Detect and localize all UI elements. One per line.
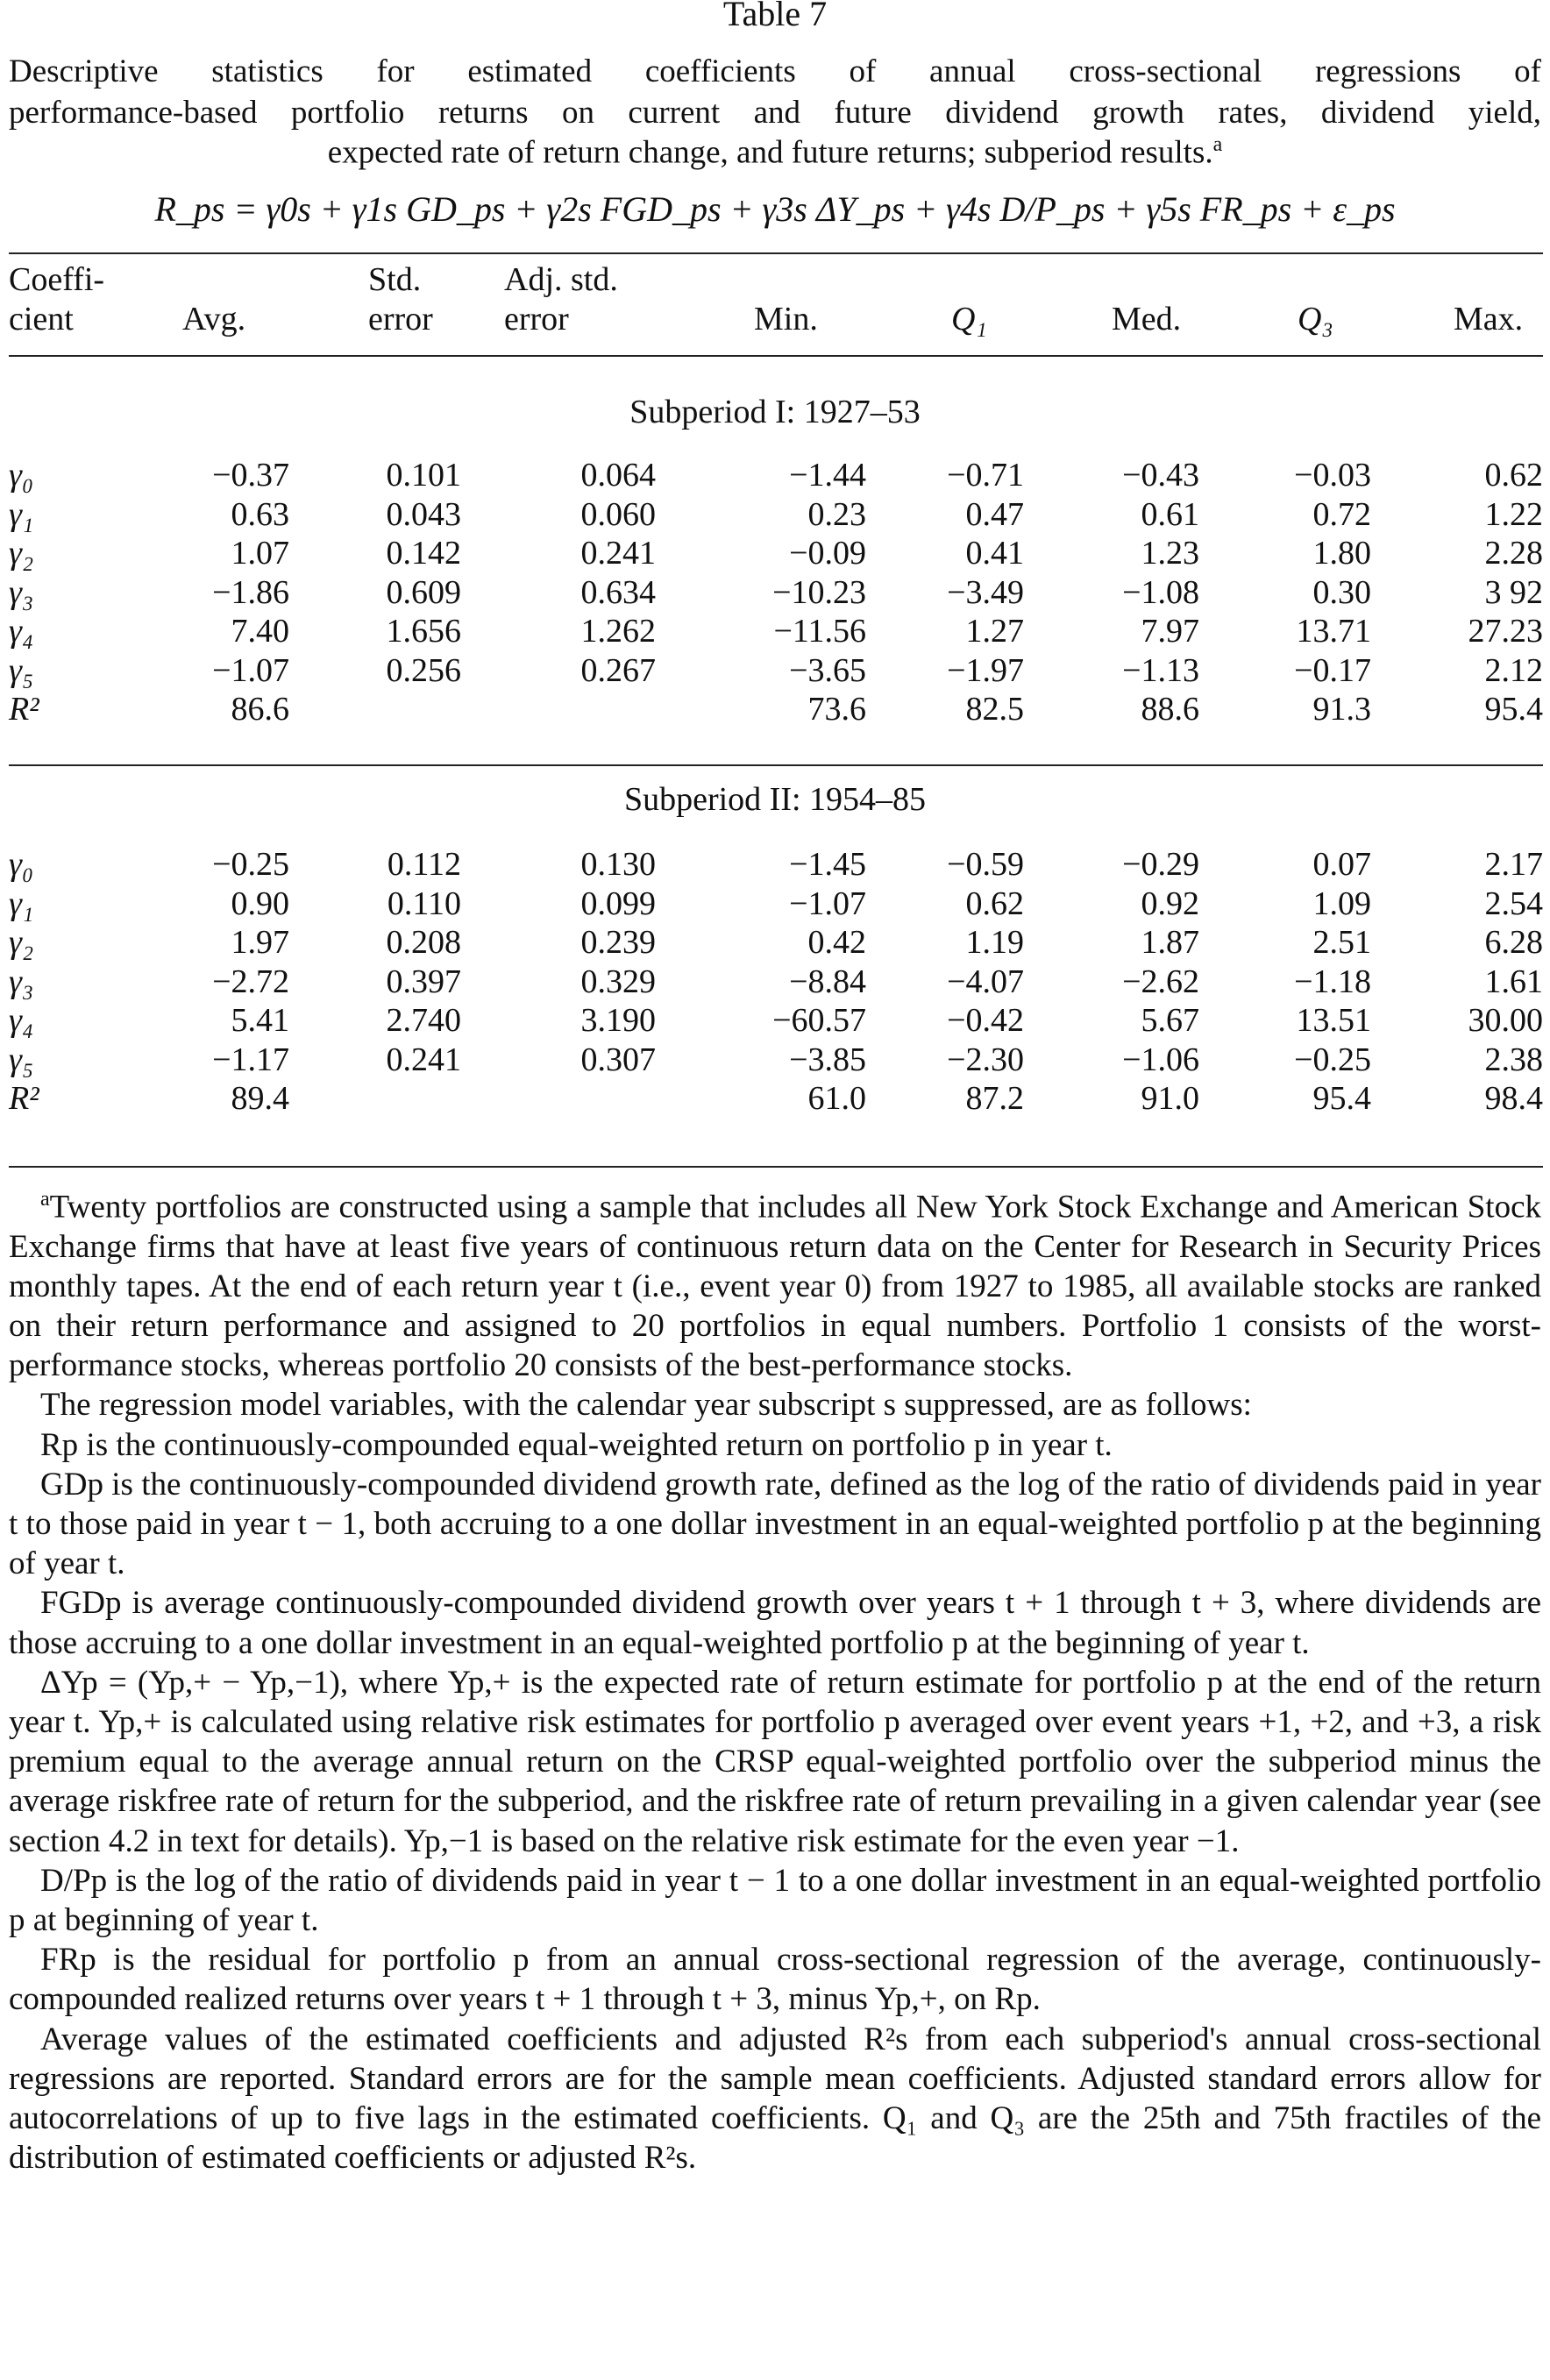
table-cell: 86.6 — [231, 691, 289, 728]
table-row — [9, 651, 1543, 691]
caption-text: expected rate of return change, and future returns; subperiod results. — [327, 134, 1213, 171]
table-caption-line-1: Descriptive statistics for estimated coefficients of annual cross-sectional regressions of — [9, 53, 1541, 89]
table-cell: 0.63 — [231, 495, 289, 533]
table-cell: 0.41 — [965, 535, 1024, 572]
coefficient-name: R² — [9, 691, 39, 728]
regression-equation: R_ps = γ0s + γ1s GD_ps + γ2s FGD_ps + γ3s ΔY_ps + γ4s D/P_ps + γ5s FR_ps + ε_ps — [154, 189, 1396, 229]
table-cell: 5.67 — [1141, 1002, 1199, 1040]
table-cell: 2.51 — [1312, 924, 1371, 962]
table-row — [9, 923, 1543, 963]
table-cell: 1.19 — [965, 924, 1024, 962]
subperiod-1-label: Subperiod I: 1927–53 — [629, 394, 921, 430]
header-coefficient-1: Coeffi- — [9, 261, 105, 298]
table-cell: 0.329 — [580, 963, 656, 1000]
table-cell: −0.71 — [947, 457, 1024, 494]
coefficient-name: γ₅ — [9, 651, 34, 689]
table-cell: −1.07 — [212, 651, 289, 689]
header-std-1: Std. — [368, 261, 422, 298]
table-cell: 1.22 — [1484, 495, 1543, 533]
note-gdp: GDp is the continuously-compounded dividend growth rate, defined as the log of the ratio of dividends paid in year t to those paid in year t − 1, both accruing to a one dollar investment in an equal-weighted portfolio p at the beginning of year t. — [9, 1466, 1541, 1582]
table-cell: 98.4 — [1484, 1080, 1543, 1118]
table-cell: 1.23 — [1141, 535, 1199, 572]
caption-footnote-mark: a — [1212, 133, 1223, 156]
table-caption-line-3 — [0, 133, 1550, 171]
table-cell: −0.25 — [1294, 1041, 1371, 1078]
table-caption-line-2: performance-based portfolio returns on current and future dividend growth rates, dividend yield, — [9, 95, 1541, 131]
table-cell: 27.23 — [1468, 613, 1543, 650]
table-cell: 0.609 — [386, 573, 461, 611]
coefficient-name: γ₀ — [9, 457, 34, 494]
subperiod-divider-rule — [9, 764, 1543, 766]
table-cell: 0.397 — [386, 963, 461, 1000]
table-cell: 0.90 — [231, 885, 289, 922]
table-cell: 2.740 — [386, 1002, 461, 1040]
table-row — [9, 1001, 1543, 1041]
bottom-rule — [9, 1166, 1543, 1168]
footnote-mark: a — [40, 1188, 50, 1211]
table-cell: 0.256 — [386, 651, 461, 689]
table-cell: 1.07 — [231, 535, 289, 572]
table-cell — [461, 1079, 656, 1119]
table-cell: 2.17 — [1484, 846, 1543, 884]
table-cell: 0.239 — [580, 924, 656, 962]
note-rp: Rp is the continuously-compounded equal-weighted return on portfolio p in year t. — [40, 1426, 1113, 1463]
table-cell: −3.49 — [947, 573, 1024, 611]
coefficient-name: γ₀ — [9, 846, 34, 884]
table-cell: −10.23 — [772, 573, 866, 611]
table-cell: −1.97 — [947, 651, 1024, 689]
table-cell: 95.4 — [1312, 1080, 1371, 1118]
table-cell: 1.262 — [580, 613, 656, 650]
note-dp: D/Pp is the log of the ratio of dividends paid in year t − 1 to a one dollar investment in an equal-weighted portfolio p at beginning of year t. — [9, 1862, 1541, 1938]
table-cell: 0.130 — [580, 846, 656, 884]
header-q3: Q₃ — [1298, 301, 1333, 337]
table-cell: 0.23 — [807, 495, 866, 533]
table-cell: 13.71 — [1296, 613, 1371, 650]
table-cell: 2.38 — [1484, 1041, 1543, 1078]
table-cell: −0.03 — [1294, 457, 1371, 494]
table-cell: 95.4 — [1484, 691, 1543, 728]
header-med: Med. — [1112, 301, 1182, 337]
header-rule — [9, 355, 1543, 357]
table-cell: 5.41 — [231, 1002, 289, 1040]
table-cell: −1.06 — [1122, 1041, 1199, 1078]
model-intro: The regression model variables, with the calendar year subscript s suppressed, are as follows: — [40, 1387, 1252, 1424]
table-cell: −2.72 — [212, 963, 289, 1000]
table-cell: −3.65 — [789, 651, 866, 689]
table-cell: −0.43 — [1122, 457, 1199, 494]
header-adj-2: error — [504, 301, 569, 337]
table-cell: −1.86 — [212, 573, 289, 611]
table-cell: −0.37 — [212, 457, 289, 494]
table-cell: 1.27 — [965, 613, 1024, 650]
table-cell: −1.18 — [1294, 963, 1371, 1000]
table-cell: 73.6 — [807, 691, 866, 728]
table-cell: 1.09 — [1312, 885, 1371, 922]
coefficient-name: γ₂ — [9, 924, 34, 962]
table-cell: −1.17 — [212, 1041, 289, 1078]
table-row — [9, 456, 1543, 495]
table-cell: 0.241 — [386, 1041, 461, 1078]
table-cell: −1.45 — [789, 846, 866, 884]
table-cell: 0.241 — [580, 535, 656, 572]
table-row — [9, 1079, 1543, 1119]
footnote-text: Twenty portfolios are constructed using a sample that includes all New York Stock Exchange and American Stock Exchange firms that have at least five years of continuous return data on the Center for Research in Security Prices monthly tapes. At the end of each return year t (i.e., event year 0) from 1927 to 1985, all available stocks are ranked on their return performance and assigned to 20 portfolios in equal numbers. Portfolio 1 consists of the worst-performance stocks, whereas portfolio 20 consists of the best-performance stocks. — [9, 1189, 1541, 1384]
table-cell — [461, 690, 656, 729]
table-cell: −0.25 — [212, 846, 289, 884]
table-title: Table 7 — [722, 0, 828, 33]
table-cell: 0.112 — [387, 846, 461, 884]
table-cell: 1.61 — [1484, 963, 1543, 1000]
table-cell: 1.87 — [1141, 924, 1199, 962]
table-cell: −8.84 — [789, 963, 866, 1000]
table-cell: 0.42 — [807, 924, 866, 962]
table-cell: −1.08 — [1122, 573, 1199, 611]
table-row — [9, 845, 1543, 885]
table-row — [9, 573, 1543, 613]
table-row — [9, 495, 1543, 535]
coefficient-name: γ₄ — [9, 613, 34, 650]
coefficient-name: γ₃ — [9, 963, 34, 1000]
table-cell: 0.099 — [580, 885, 656, 922]
table-cell: −2.62 — [1122, 963, 1199, 1000]
subperiod-2-label: Subperiod II: 1954–85 — [623, 781, 927, 818]
header-avg: Avg. — [182, 301, 246, 337]
table-row — [9, 1041, 1543, 1080]
header-std-2: error — [368, 301, 433, 337]
table-cell: 0.72 — [1312, 495, 1371, 533]
table-cell: 0.62 — [965, 885, 1024, 922]
table-cell: −0.42 — [947, 1002, 1024, 1040]
table-cell: 1.80 — [1312, 535, 1371, 572]
table-cell: 82.5 — [965, 691, 1024, 728]
table-cell: −4.07 — [947, 963, 1024, 1000]
table-cell: −0.29 — [1122, 846, 1199, 884]
table-cell: 2.54 — [1484, 885, 1543, 922]
table-cell: −60.57 — [772, 1002, 866, 1040]
note-delta-y: ΔYp = (Yp,+ − Yp,−1), where Yp,+ is the expected rate of return estimate for portfolio p at the end of the return year t. Yp,+ is calculated using relative risk estimates for portfolio p averaged over event years +1, +2, and +3, a risk premium equal to the average annual return on the CRSP equal-weighted portfolio over the subperiod minus the average riskfree rate of return for the subperiod, and the riskfree rate of return prevailing in a given calendar year (see section 4.2 in text for details). Yp,−1 is based on the relative risk estimate for the even year −1. — [9, 1664, 1541, 1859]
table-cell: 0.307 — [580, 1041, 656, 1078]
top-rule — [9, 252, 1543, 254]
table-cell: 30.00 — [1468, 1002, 1543, 1040]
subperiod-1-table — [9, 456, 1543, 729]
table-cell: 6.28 — [1484, 924, 1543, 962]
coefficient-name: R² — [9, 1080, 39, 1118]
table-cell — [289, 690, 461, 729]
table-cell: 3.190 — [580, 1002, 656, 1040]
table-cell: 0.267 — [580, 651, 656, 689]
table-cell: 1.656 — [386, 613, 461, 650]
table-cell: −11.56 — [773, 613, 866, 650]
table-cell: 0.043 — [386, 495, 461, 533]
header-q1: Q₁ — [951, 301, 987, 337]
header-coefficient-2: cient — [9, 301, 74, 337]
coefficient-name: γ₂ — [9, 535, 34, 572]
table-cell: 0.060 — [580, 495, 656, 533]
table-cell: 61.0 — [807, 1080, 866, 1118]
table-cell: −1.07 — [789, 885, 866, 922]
table-notes — [9, 1180, 1541, 2178]
table-cell: 0.208 — [386, 924, 461, 962]
table-cell: 0.07 — [1312, 846, 1371, 884]
table-cell: −2.30 — [947, 1041, 1024, 1078]
table-cell: 91.3 — [1312, 691, 1371, 728]
table-cell: 0.62 — [1484, 457, 1543, 494]
table-cell: 3 92 — [1484, 573, 1543, 611]
note-fr: FRp is the residual for portfolio p from an annual cross-sectional regression of the average, continuously-compounded realized returns over years t + 1 through t + 3, minus Yp,+, on Rp. — [9, 1942, 1541, 2018]
table-cell: 0.064 — [580, 457, 656, 494]
table-cell: −3.85 — [789, 1041, 866, 1078]
table-cell: −0.17 — [1294, 651, 1371, 689]
table-cell: 0.101 — [386, 457, 461, 494]
table-row — [9, 690, 1543, 729]
table-cell: −1.13 — [1122, 651, 1199, 689]
table-cell: 88.6 — [1141, 691, 1199, 728]
table-cell: 91.0 — [1141, 1080, 1199, 1118]
table-cell: 7.97 — [1141, 613, 1199, 650]
table-cell: −0.59 — [947, 846, 1024, 884]
table-cell: 2.28 — [1484, 535, 1543, 572]
table-cell: 0.110 — [387, 885, 461, 922]
table-row — [9, 885, 1543, 924]
table-cell: 0.47 — [965, 495, 1024, 533]
table-cell: 0.92 — [1141, 885, 1199, 922]
note-closing: Average values of the estimated coefficients and adjusted R²s from each subperiod's annual cross-sectional regressions are reported. Standard errors are for the sample mean coefficients. Adjusted standard errors allow for autocorrelations of up to five lags in the estimated coefficients. Q₁ and Q₃ are the 25th and 75th fractiles of the distribution of estimated coefficients or adjusted R²s. — [9, 2021, 1541, 2177]
header-adj-1: Adj. std. — [504, 261, 618, 298]
note-fgdp: FGDp is average continuously-compounded dividend growth over years t + 1 through t + 3, where dividends are those accruing to a one dollar investment in an equal-weighted portfolio p at the beginning of year t. — [9, 1585, 1541, 1661]
coefficient-name: γ₃ — [9, 573, 34, 611]
table-cell: 89.4 — [231, 1080, 289, 1118]
header-max: Max. — [1454, 301, 1524, 337]
table-row — [9, 963, 1543, 1002]
table-cell: 0.142 — [386, 535, 461, 572]
table-cell: 87.2 — [965, 1080, 1024, 1118]
table-cell: 1.97 — [231, 924, 289, 962]
table-row — [9, 612, 1543, 651]
table-cell: 2.12 — [1484, 651, 1543, 689]
coefficient-name: γ₅ — [9, 1041, 34, 1078]
table-cell: −0.09 — [789, 535, 866, 572]
table-cell: −1.44 — [789, 457, 866, 494]
coefficient-name: γ₁ — [9, 495, 34, 533]
table-cell: 0.30 — [1312, 573, 1371, 611]
table-cell — [289, 1079, 461, 1119]
table-cell: 0.61 — [1141, 495, 1199, 533]
table-cell: 0.634 — [580, 573, 656, 611]
table-row — [9, 534, 1543, 573]
table-cell: 13.51 — [1296, 1002, 1371, 1040]
subperiod-2-table — [9, 845, 1543, 1119]
table-cell: 7.40 — [231, 613, 289, 650]
coefficient-name: γ₁ — [9, 885, 34, 922]
coefficient-name: γ₄ — [9, 1002, 34, 1040]
footnote-paragraph — [9, 1180, 1541, 1385]
header-min: Min. — [754, 301, 818, 337]
